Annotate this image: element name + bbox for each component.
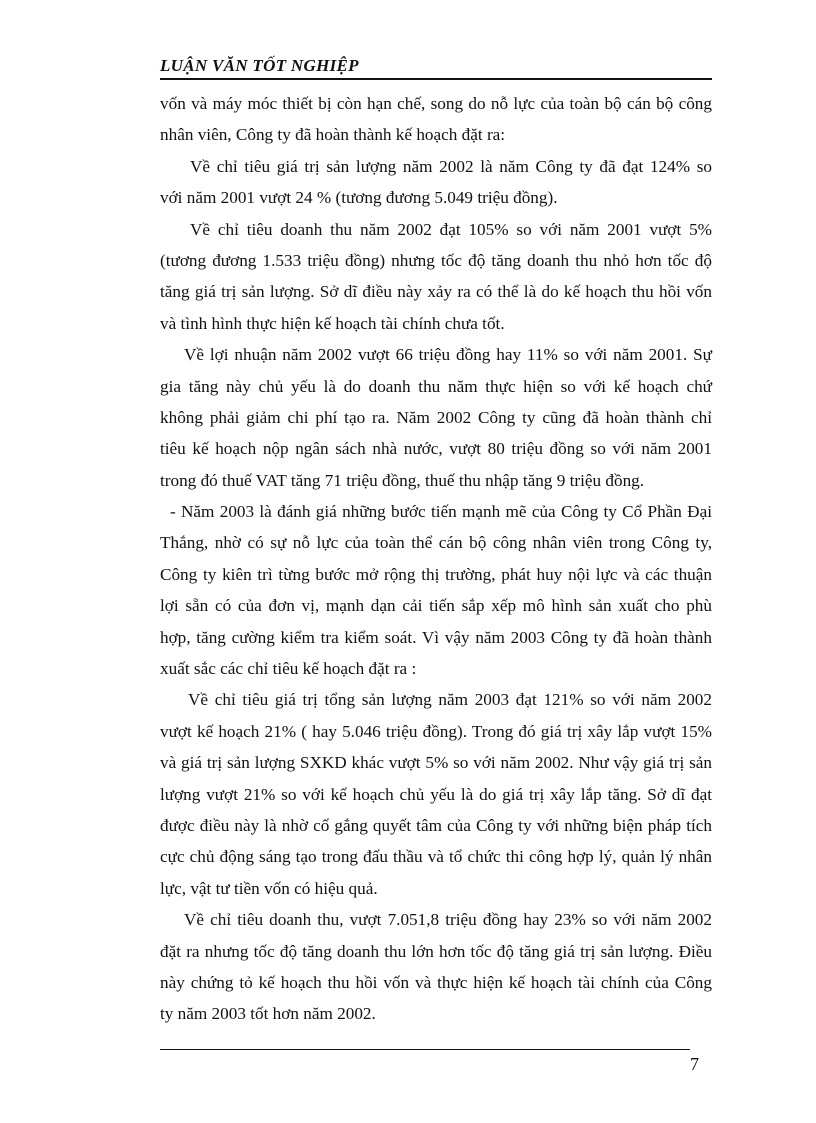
text-line: Thắng, nhờ có sự nỗ lực của toàn thể cán bộ công nhân viên trong Công ty, xyxy=(160,533,712,553)
paragraph xyxy=(160,214,712,340)
text-line: Về chỉ tiêu doanh thu năm 2002 đạt 105% so với năm 2001 vượt 5% xyxy=(190,219,712,239)
text-line: với năm 2001 vượt 24 % (tương đương 5.049 triệu đồng). xyxy=(160,188,558,208)
text-line: lượng vượt 21% so với kế hoạch chủ yếu là do giá trị xây lắp tăng. Sở dĩ đạt xyxy=(160,784,712,804)
page-number: 7 xyxy=(690,1054,699,1074)
paragraph xyxy=(160,339,712,496)
text-line: này chứng tỏ kế hoạch thu hồi vốn và thực hiện kế hoạch tài chính của Công xyxy=(160,972,712,992)
text-line: và tình hình thực hiện kế hoạch tài chính chưa tốt. xyxy=(160,313,505,333)
text-line: hợp, tăng cường kiểm tra kiểm soát. Vì vậy năm 2003 Công ty đã hoàn thành xyxy=(160,627,712,647)
text-line: Về chỉ tiêu giá trị tổng sản lượng năm 2003 đạt 121% so với năm 2002 xyxy=(188,690,712,710)
page-header xyxy=(160,48,712,80)
text-line: - Năm 2003 là đánh giá những bước tiến mạnh mẽ của Công ty Cổ Phần Đại xyxy=(170,502,712,522)
text-line: Về lợi nhuận năm 2002 vượt 66 triệu đồng hay 11% so với năm 2001. Sự xyxy=(184,345,712,365)
text-line: lực, vật tư tiền vốn có hiệu quả. xyxy=(160,878,378,898)
document-body xyxy=(160,88,712,1030)
text-line: cực chủ động sáng tạo trong đấu thầu và tổ chức thi công hợp lý, quản lý nhân xyxy=(160,847,712,867)
text-line: xuất sắc các chỉ tiêu kế hoạch đặt ra : xyxy=(160,659,417,679)
text-line: Công ty kiên trì từng bước mở rộng thị trường, phát huy nội lực và các thuận xyxy=(160,564,712,584)
text-line: ty năm 2003 tốt hơn năm 2002. xyxy=(160,1004,376,1024)
text-line: tăng giá trị sản lượng. Sở dĩ điều này xảy ra có thể là do kế hoạch thu hồi vốn xyxy=(160,282,712,302)
text-line: trong đó thuế VAT tăng 71 triệu đồng, thuế thu nhập tăng 9 triệu đồng. xyxy=(160,470,645,490)
header-title: LUẬN VĂN TỐT NGHIỆP xyxy=(160,56,359,75)
paragraph xyxy=(160,904,712,1030)
text-line: và giá trị sản lượng SXKD khác vượt 5% so với năm 2002. Như vậy giá trị sản xyxy=(160,753,712,773)
text-line: tiêu kế hoạch nộp ngân sách nhà nước, vượt 80 triệu đồng so với năm 2001 xyxy=(160,439,712,459)
paragraph xyxy=(160,496,712,684)
text-line: không phải giảm chi phí tạo ra. Năm 2002 Công ty cũng đã hoàn thành chỉ xyxy=(160,407,712,427)
paragraph xyxy=(160,88,712,151)
text-line: Về chỉ tiêu giá trị sản lượng năm 2002 là năm Công ty đã đạt 124% so xyxy=(190,156,712,176)
footer-rule xyxy=(160,1049,690,1050)
text-line: được điều này là nhờ cố gắng quyết tâm của Công ty với những biện pháp tích xyxy=(160,815,712,835)
text-line: nhân viên, Công ty đã hoàn thành kế hoạch đặt ra: xyxy=(160,125,506,145)
text-line: gia tăng này chủ yếu là do doanh thu năm thực hiện so với kế hoạch chứ xyxy=(160,376,712,396)
text-line: vốn và máy móc thiết bị còn hạn chế, song do nỗ lực của toàn bộ cán bộ công xyxy=(160,94,712,113)
paragraph xyxy=(160,684,712,904)
text-line: đặt ra nhưng tốc độ tăng doanh thu lớn hơn tốc độ tăng giá trị sản lượng. Điều xyxy=(160,941,712,961)
text-line: Về chỉ tiêu doanh thu, vượt 7.051,8 triệu đồng hay 23% so với năm 2002 xyxy=(184,910,712,930)
paragraph xyxy=(160,151,712,214)
text-line: lợi sẵn có của đơn vị, mạnh dạn cải tiến sắp xếp mô hình sản xuất cho phù xyxy=(160,596,712,616)
text-line: vượt kế hoạch 21% ( hay 5.046 triệu đồng). Trong đó giá trị xây lắp vượt 15% xyxy=(160,721,712,741)
text-line: (tương đương 1.533 triệu đồng) nhưng tốc độ tăng doanh thu nhỏ hơn tốc độ xyxy=(160,250,712,270)
